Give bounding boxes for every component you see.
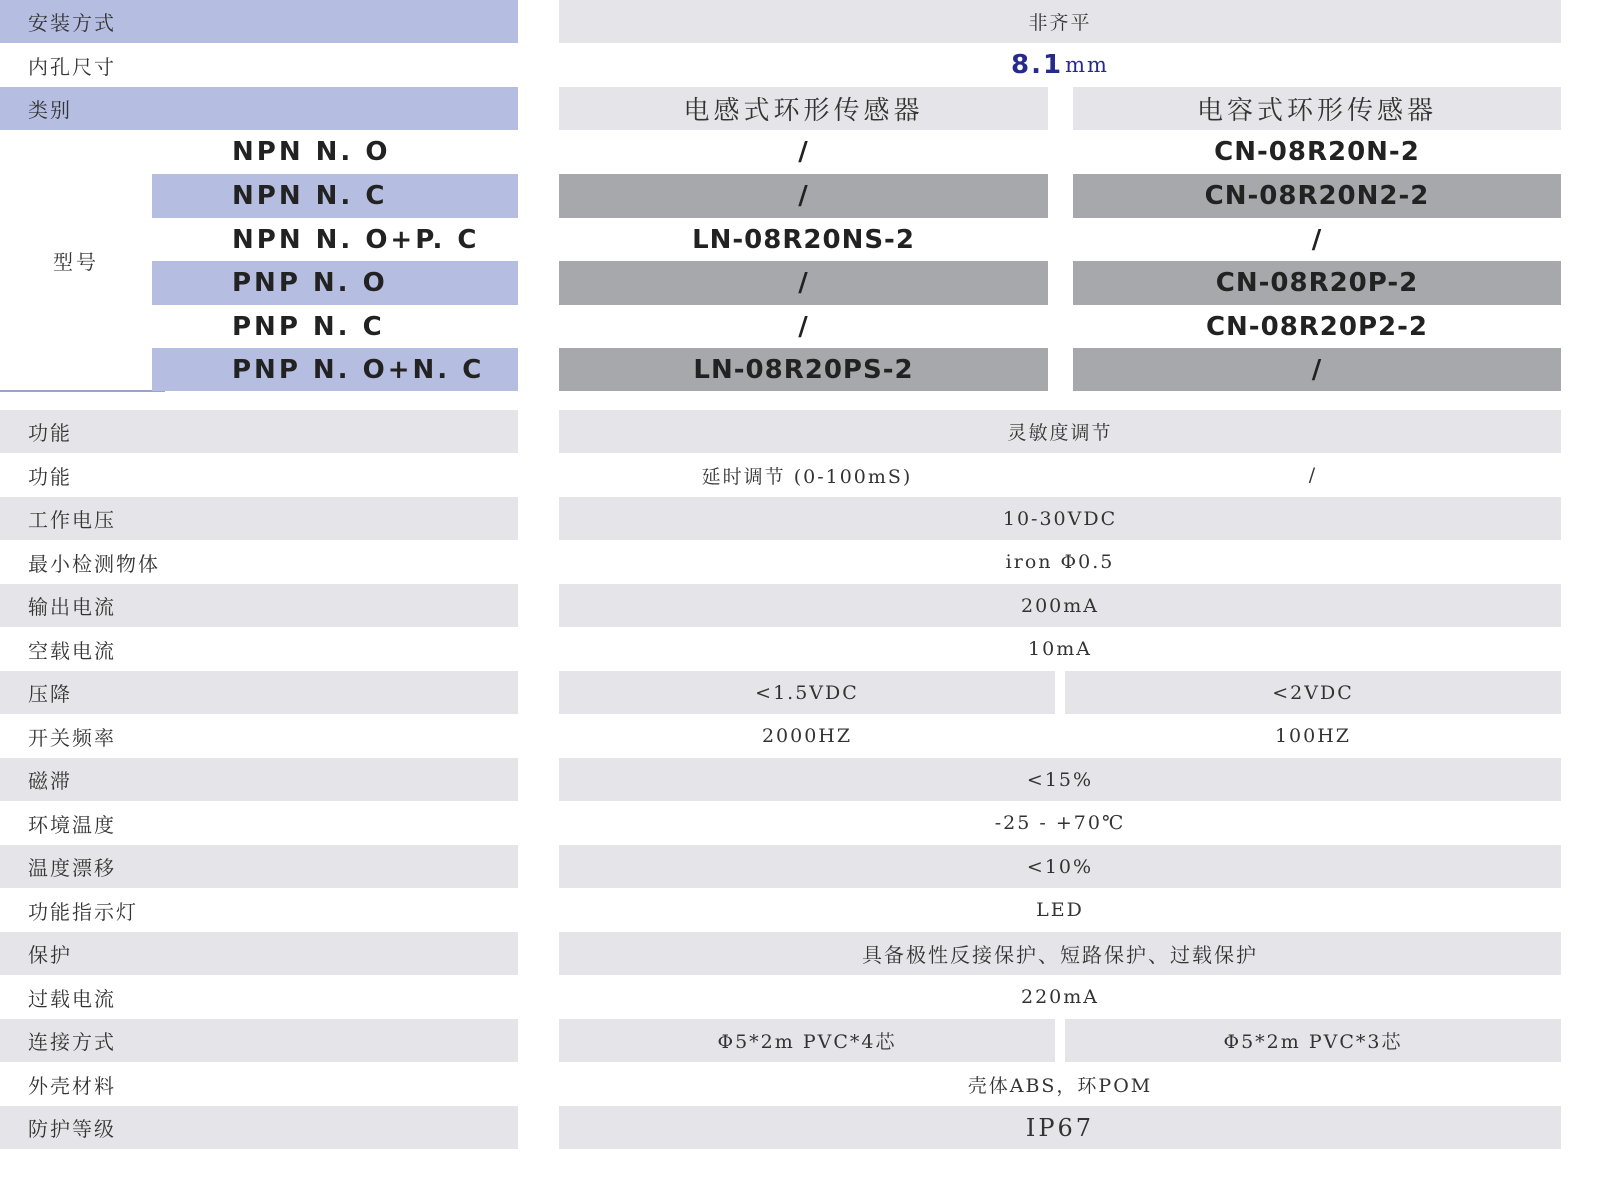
spec-voltage-drop-label: 压降 bbox=[0, 671, 518, 714]
hole-value bbox=[559, 43, 1561, 87]
spec-indicator-label: 功能指示灯 bbox=[28, 899, 138, 924]
model-capacitive: / bbox=[1073, 348, 1561, 391]
spec-connection-capacitive: Φ5*2m PVC*3芯 bbox=[1065, 1019, 1561, 1062]
category-capacitive: 电容式环形传感器 bbox=[1073, 87, 1561, 130]
spec-switch-freq-capacitive: 100HZ bbox=[1274, 725, 1352, 747]
spec-connection-inductive: Φ5*2m PVC*4芯 bbox=[559, 1019, 1055, 1062]
model-type: NPN N. O bbox=[232, 137, 391, 167]
spec-min-object-value: iron Φ0.5 bbox=[1005, 551, 1115, 573]
spec-hysteresis-value: <15% bbox=[559, 758, 1561, 801]
model-capacitive: CN-08R20N-2 bbox=[1214, 137, 1420, 167]
model-type: NPN N. C bbox=[152, 174, 518, 218]
spec-voltage-label: 工作电压 bbox=[0, 497, 518, 540]
spec-protection-label: 保护 bbox=[0, 932, 518, 975]
spec-temp-drift-label: 温度漂移 bbox=[0, 845, 518, 888]
spec-function2-capacitive: / bbox=[1308, 464, 1318, 486]
spec-housing-value: 壳体ABS，环POM bbox=[967, 1074, 1153, 1097]
model-inductive: / bbox=[559, 174, 1048, 218]
mounting-value: 非齐平 bbox=[559, 0, 1561, 43]
spec-temp-drift-value: <10% bbox=[559, 845, 1561, 888]
model-label: 型号 bbox=[53, 250, 99, 274]
spec-voltage-value: 10-30VDC bbox=[559, 497, 1561, 540]
model-type: PNP N. O+N. C bbox=[152, 348, 518, 391]
spec-overload-current-label: 过载电流 bbox=[28, 986, 116, 1011]
model-inductive: / bbox=[559, 261, 1048, 305]
spec-ip-rating-value: IP67 bbox=[559, 1106, 1561, 1149]
spec-voltage-drop-inductive: <1.5VDC bbox=[559, 671, 1055, 714]
category-label: 类别 bbox=[0, 87, 518, 130]
model-capacitive: CN-08R20P-2 bbox=[1073, 261, 1561, 305]
spec-noload-current-label: 空载电流 bbox=[28, 638, 116, 663]
model-inductive: / bbox=[798, 311, 809, 342]
spec-noload-current-value: 10mA bbox=[1028, 638, 1092, 660]
spec-function-value: 灵敏度调节 bbox=[559, 410, 1561, 453]
spec-output-current-value: 200mA bbox=[559, 584, 1561, 627]
model-capacitive: / bbox=[1311, 224, 1323, 255]
spec-function2-label: 功能 bbox=[28, 464, 72, 489]
model-divider bbox=[0, 390, 165, 392]
model-type: NPN N. O+P. C bbox=[232, 224, 480, 255]
hole-size-unit: mm bbox=[1065, 53, 1109, 77]
spec-voltage-drop-capacitive: <2VDC bbox=[1065, 671, 1561, 714]
spec-ip-rating-label: 防护等级 bbox=[0, 1106, 518, 1149]
model-inductive: LN-08R20PS-2 bbox=[559, 348, 1048, 391]
spec-indicator-value: LED bbox=[1036, 899, 1084, 921]
spec-ambient-temp-label: 环境温度 bbox=[28, 812, 116, 837]
hole-label: 内孔尺寸 bbox=[28, 54, 116, 79]
model-capacitive: CN-08R20P2-2 bbox=[1205, 311, 1429, 342]
model-type: PNP N. O bbox=[152, 261, 518, 305]
model-capacitive: CN-08R20N2-2 bbox=[1073, 174, 1561, 218]
spec-overload-current-value: 220mA bbox=[1020, 986, 1099, 1008]
spec-ambient-temp-value: -25 - +70℃ bbox=[994, 812, 1126, 834]
spec-connection-label: 连接方式 bbox=[0, 1019, 518, 1062]
spec-switch-freq-label: 开关频率 bbox=[28, 725, 116, 750]
spec-switch-freq-inductive: 2000HZ bbox=[761, 725, 853, 747]
model-type: PNP N. C bbox=[232, 311, 385, 342]
spec-housing-label: 外壳材料 bbox=[28, 1073, 116, 1098]
spec-hysteresis-label: 磁滞 bbox=[0, 758, 518, 801]
spec-function2-inductive: 延时调节 (0-100mS) bbox=[701, 465, 913, 488]
spec-function-label: 功能 bbox=[0, 410, 518, 453]
hole-size-number: 8.1 bbox=[1011, 50, 1064, 80]
spec-protection-value: 具备极性反接保护、短路保护、过载保护 bbox=[559, 932, 1561, 975]
model-inductive: LN-08R20NS-2 bbox=[692, 224, 915, 255]
model-inductive: / bbox=[798, 137, 809, 167]
mounting-label: 安装方式 bbox=[0, 0, 518, 43]
category-inductive: 电感式环形传感器 bbox=[559, 87, 1048, 130]
spec-output-current-label: 输出电流 bbox=[0, 584, 518, 627]
spec-min-object-label: 最小检测物体 bbox=[28, 551, 160, 576]
